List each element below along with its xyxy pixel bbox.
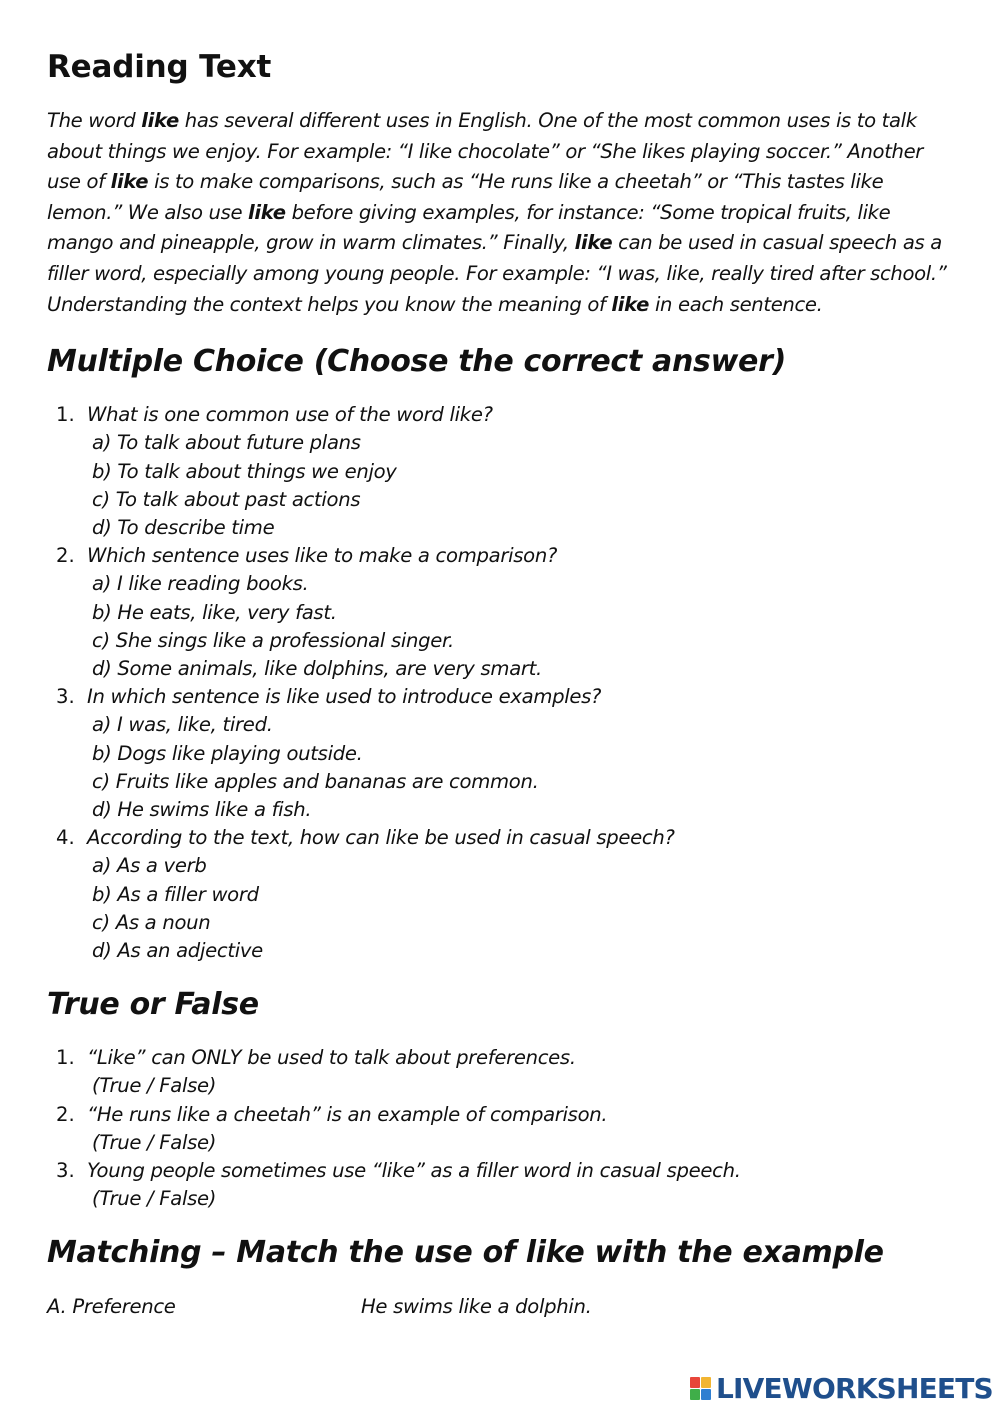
question-number: 1.	[56, 403, 75, 427]
question-text: Young people sometimes use “like” as a filler word in casual speech.	[87, 1159, 741, 1183]
reading-passage	[47, 106, 947, 320]
mc-question-2	[47, 542, 947, 683]
liveworksheets-logo-text: LIVEWORKSHEETS	[716, 1372, 993, 1405]
tf-question-2	[47, 1101, 947, 1157]
reading-keyword: like	[574, 231, 613, 255]
mc-question-4	[47, 824, 947, 965]
answer-option[interactable]: a) I was, like, tired.	[92, 713, 273, 737]
reading-keyword: like	[141, 109, 179, 132]
answer-option[interactable]: c) To talk about past actions	[92, 487, 361, 511]
multiple-choice-title: Multiple Choice (Choose the correct answer)	[47, 344, 786, 380]
answer-option[interactable]: c) She sings like a professional singer.	[92, 628, 454, 652]
true-false-answer[interactable]: (True / False)	[92, 1130, 217, 1154]
tf-question-3	[47, 1157, 947, 1213]
reading-keyword: like	[110, 170, 149, 194]
answer-option[interactable]: d) As an adjective	[92, 939, 263, 963]
worksheet-page	[47, 48, 947, 1321]
answer-option[interactable]: c) As a noun	[92, 910, 211, 934]
matching-title: Matching – Match the use of like with the example	[47, 1235, 884, 1271]
answer-option[interactable]: d) To describe time	[92, 515, 275, 539]
question-text: “Like” can ONLY be used to talk about preferences.	[87, 1046, 576, 1070]
matching-example[interactable]: He swims like a dolphin.	[361, 1295, 592, 1319]
true-false-title: True or False	[47, 987, 259, 1023]
matching-row	[47, 1293, 947, 1321]
reading-title: Reading Text	[47, 49, 272, 85]
answer-option[interactable]: a) I like reading books.	[92, 572, 309, 596]
question-text: What is one common use of the word like?	[87, 403, 493, 427]
reading-keyword: like	[248, 200, 286, 224]
mc-question-1	[47, 401, 947, 542]
answer-option[interactable]: c) Fruits like apples and bananas are common.	[92, 769, 539, 793]
question-text: In which sentence is like used to introduce examples?	[87, 685, 602, 709]
reading-text-segment: can be used in casual speech as a filler word, especially among young people. For example: “I was, like, really tired after school.” Understanding the context helps you know the meaning of	[47, 231, 947, 316]
answer-option[interactable]: b) To talk about things we enjoy	[92, 459, 397, 483]
question-number: 2.	[56, 1102, 75, 1126]
question-number: 1.	[56, 1046, 75, 1070]
question-text: According to the text, how can like be used in casual speech?	[87, 826, 675, 850]
reading-text-segment: has several different uses in English. One of the most common uses is to talk about things we enjoy. For example: “I like chocolate” or “She likes playing soccer.” Another use of	[47, 109, 924, 194]
question-number: 4.	[56, 826, 75, 850]
reading-text-segment: The word	[47, 109, 142, 132]
liveworksheets-logo	[690, 1372, 993, 1406]
answer-option[interactable]: d) He swims like a fish.	[92, 798, 312, 821]
matching-use[interactable]: A. Preference	[47, 1295, 176, 1319]
answer-option[interactable]: b) As a filler word	[92, 882, 259, 906]
true-false-answer[interactable]: (True / False)	[92, 1187, 217, 1211]
answer-option[interactable]: a) To talk about future plans	[92, 431, 361, 455]
true-false-answer[interactable]: (True / False)	[92, 1074, 217, 1098]
reading-text-segment: is to make comparisons, such as “He runs like a cheetah” or “This tastes like lemon.” We also use	[47, 170, 884, 224]
answer-option[interactable]: d) Some animals, like dolphins, are very smart.	[92, 656, 542, 680]
reading-text-segment: before giving examples, for instance: “Some tropical fruits, like mango and pineapple, grow in warm climates.” Finally,	[47, 200, 891, 255]
question-text: Which sentence uses like to make a comparison?	[87, 544, 558, 568]
answer-option[interactable]: b) He eats, like, very fast.	[92, 600, 337, 624]
question-text: “He runs like a cheetah” is an example of comparison.	[87, 1102, 608, 1126]
reading-keyword: like	[611, 292, 650, 316]
true-false-list	[47, 1044, 947, 1213]
mc-question-3	[47, 683, 947, 824]
question-number: 3.	[56, 685, 75, 709]
question-number: 2.	[56, 544, 75, 568]
tf-question-1	[47, 1044, 947, 1100]
answer-option[interactable]: b) Dogs like playing outside.	[92, 741, 363, 765]
question-number: 3.	[56, 1159, 75, 1183]
reading-text-segment: in each sentence.	[649, 292, 823, 316]
liveworksheets-logo-icon	[690, 1377, 712, 1401]
answer-option[interactable]: a) As a verb	[92, 854, 207, 878]
multiple-choice-list	[47, 401, 947, 965]
